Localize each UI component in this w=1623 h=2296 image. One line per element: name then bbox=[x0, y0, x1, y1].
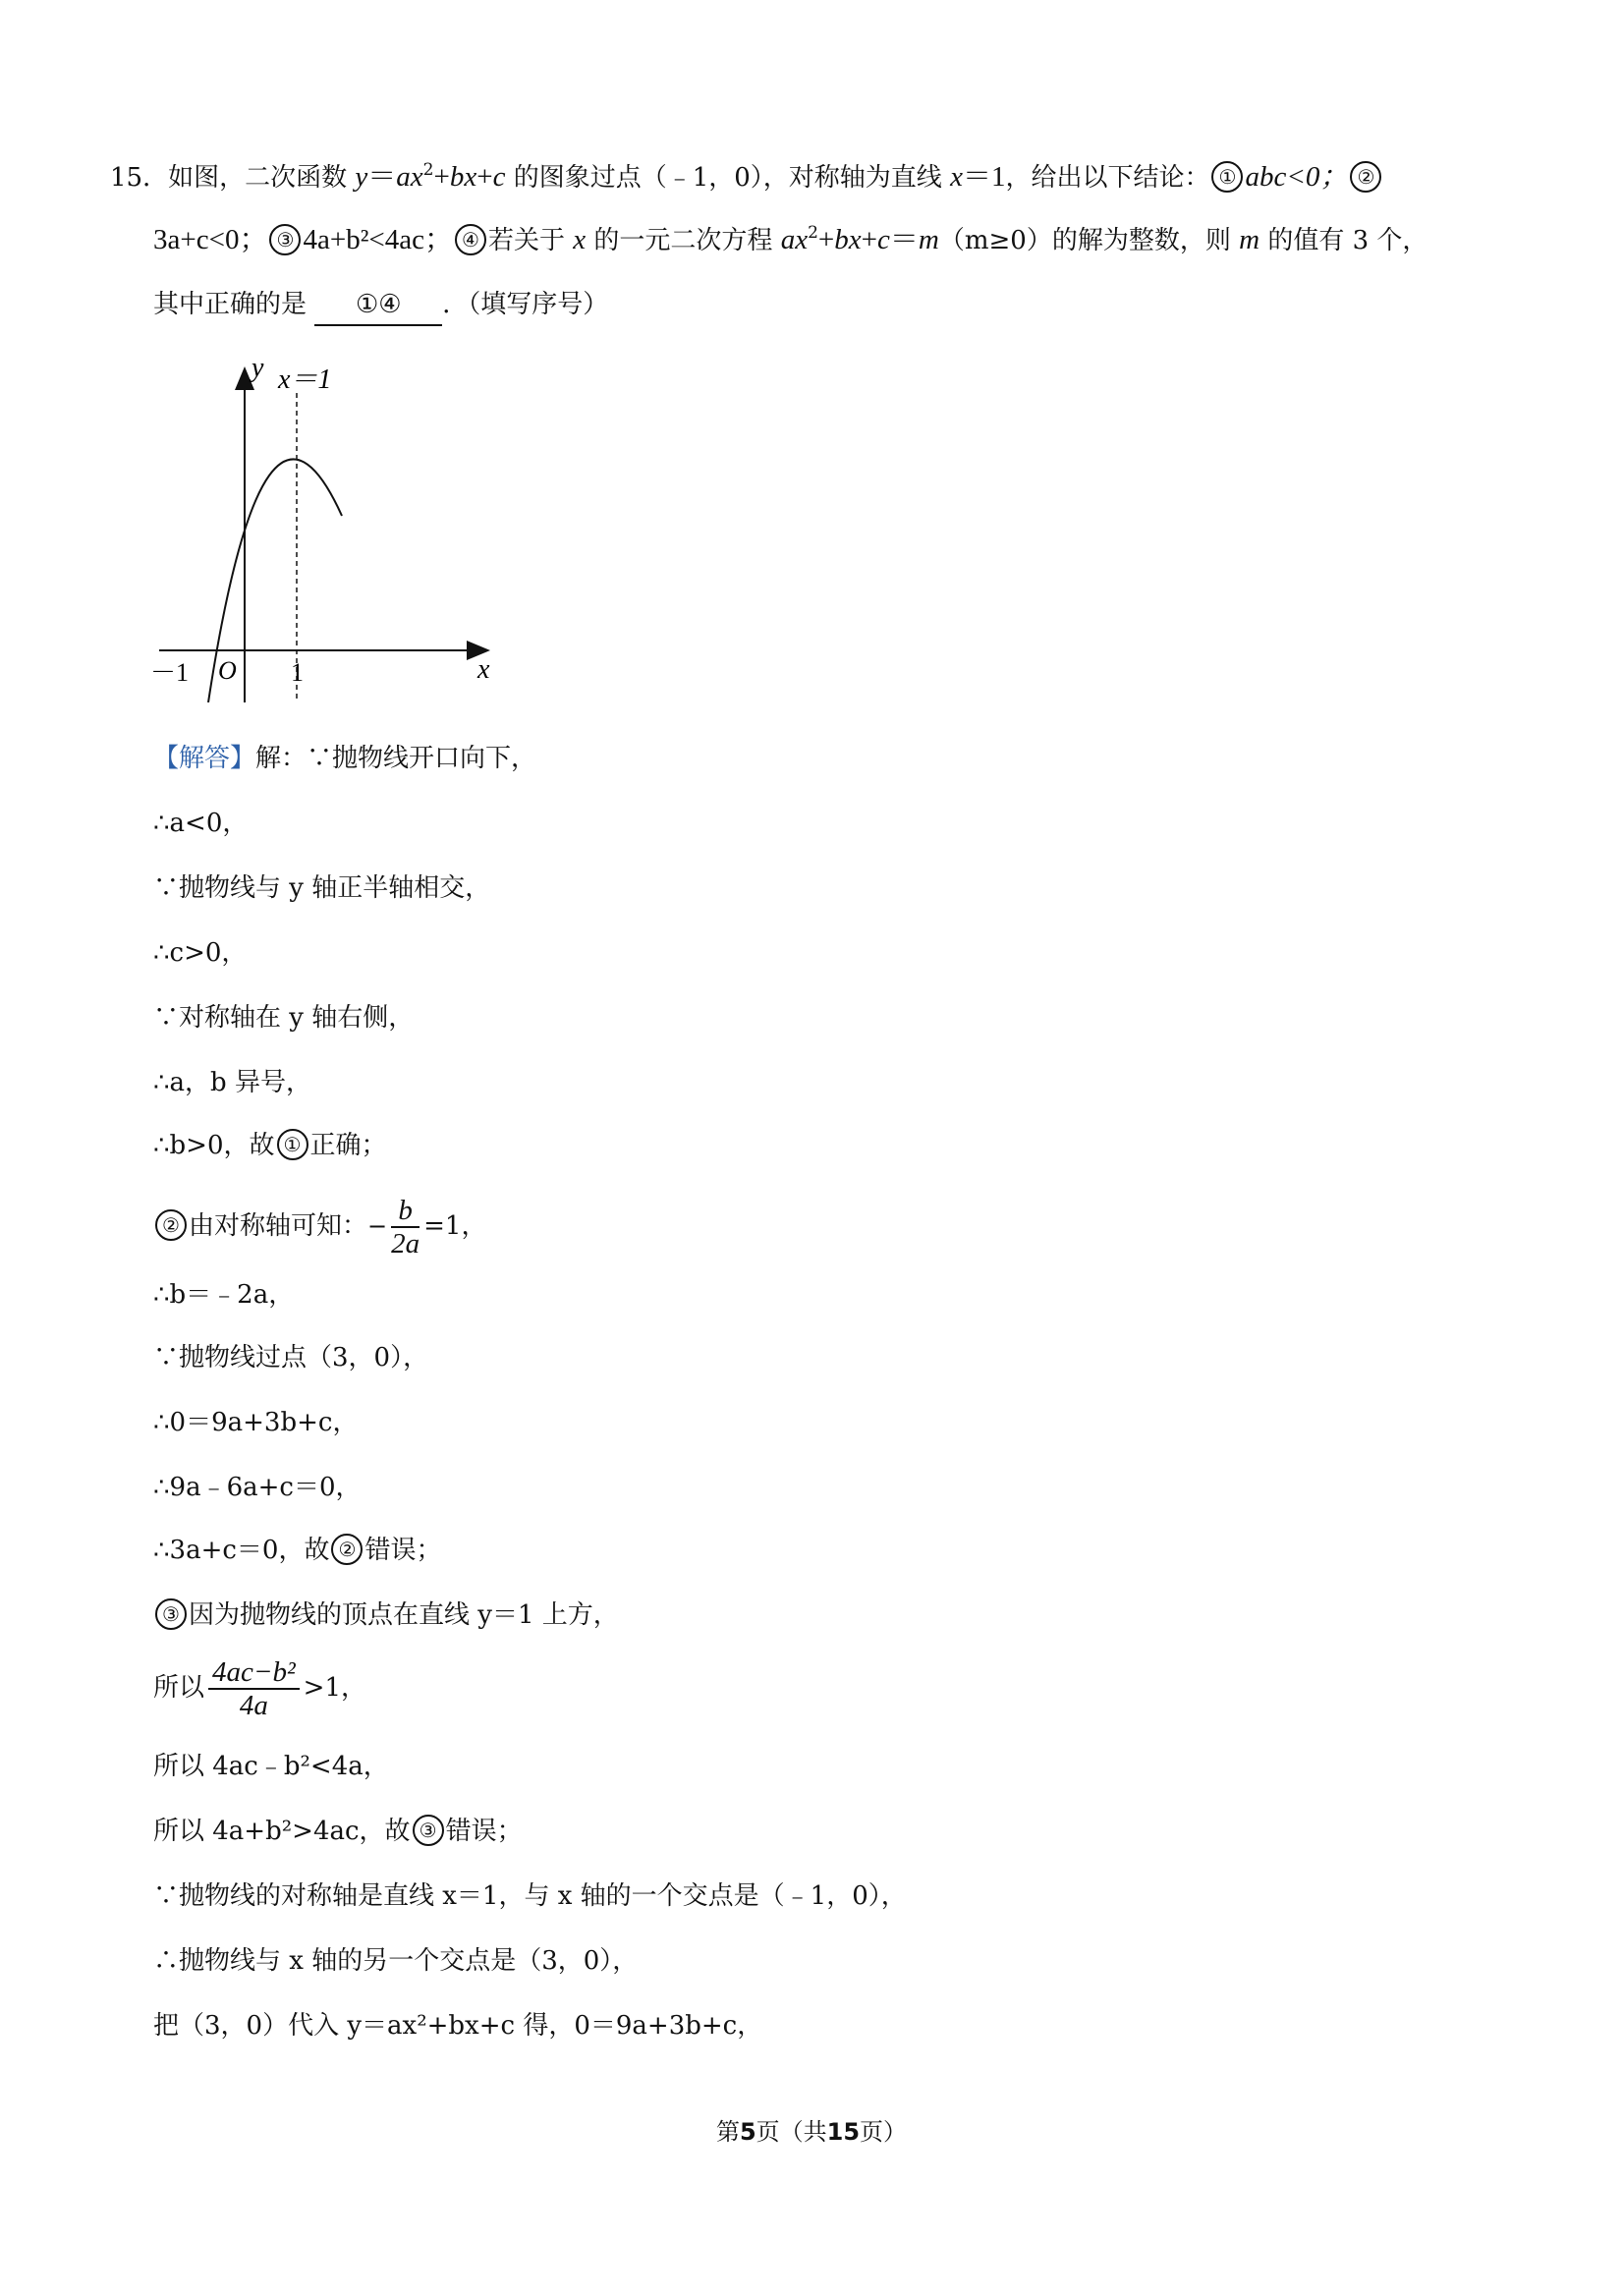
parabola-graph bbox=[147, 349, 501, 702]
origin-label: O bbox=[218, 656, 237, 685]
y-axis-label: y bbox=[252, 353, 264, 383]
solution-line: ∴b＝﹣2a， bbox=[153, 1280, 295, 1310]
circled-4: ④ bbox=[455, 224, 486, 255]
x-axis-label: x bbox=[477, 654, 490, 685]
total-pages: 15 bbox=[826, 2118, 861, 2146]
fraction: $\frac{b}{2a}$ bbox=[391, 1195, 420, 1260]
question-line-1: 15．如图，二次函数 $y=ax^2+bx+c$ 的图象过点（﹣1，0），对称轴为直线 x＝1，给出以下结论： ① abc<0； ② bbox=[110, 157, 1383, 197]
solution-line: 把（3，0）代入 y＝ax²+bx+c 得，0＝9a+3b+c， bbox=[153, 2011, 763, 2041]
solution-line: ∴c>0， bbox=[153, 938, 248, 968]
solution-line: 所以 4a+b²>4ac，故 ③ 错误； bbox=[153, 1817, 523, 1846]
page-number: 5 bbox=[739, 2118, 756, 2146]
solution-line: 所以 4ac﹣b²<4a， bbox=[153, 1752, 389, 1781]
question-line-2: 3a+c<0； ③ 4a+b²<4ac； ④ 若关于 x 的一元二次方程 $ax^2+bx+c=m(m\ge 0)$的解为整数，则 m 的值有 3 个， bbox=[153, 223, 1428, 255]
solution-line: ∴3a+c＝0，故 ② 错误； bbox=[153, 1536, 442, 1565]
solution-line: ∴a，b 异号， bbox=[153, 1068, 311, 1097]
solution-line: ∴9a﹣6a+c＝0， bbox=[153, 1473, 362, 1502]
fraction: $\frac{\text{4ac−b²}}{4a}$ bbox=[208, 1656, 300, 1721]
solution-line: ∵抛物线与 y 轴正半轴相交， bbox=[153, 873, 491, 903]
solution-line: ∴抛物线与 x 轴的另一个交点是（3，0）， bbox=[153, 1946, 639, 1976]
solution-line: 所以 $\frac{\text{4ac−b²}}{4a}$ >1， bbox=[153, 1656, 366, 1721]
page-footer: 第5页（共15页） bbox=[715, 2118, 908, 2146]
solution-line: ∴b>0，故 ① 正确； bbox=[153, 1131, 387, 1160]
solution-line: ② 由对称轴可知：− $\frac{b}{2a}$ =1， bbox=[153, 1195, 486, 1260]
symmetry-axis-label: x＝1 bbox=[278, 364, 332, 395]
solution-line: ③ 因为抛物线的顶点在直线 y＝1 上方， bbox=[153, 1596, 619, 1635]
solution-line: ∵抛物线过点（3，0）， bbox=[153, 1343, 429, 1372]
solution-line: ∵对称轴在 y 轴右侧， bbox=[153, 1003, 415, 1033]
answer-blank: ①④ bbox=[314, 285, 442, 326]
circled-1: ① bbox=[1211, 161, 1243, 193]
circled-2: ② bbox=[1350, 161, 1381, 193]
solution-line: ∴0＝9a+3b+c， bbox=[153, 1408, 359, 1437]
solution-line: ∵抛物线的对称轴是直线 x＝1，与 x 轴的一个交点是（﹣1，0）， bbox=[153, 1881, 907, 1911]
solution-tag: 【解答】 bbox=[153, 744, 256, 773]
question-line-3: 其中正确的是 ①④ ．（填写序号） bbox=[153, 285, 608, 326]
tick-neg1-label: －1 bbox=[150, 658, 190, 687]
circled-3: ③ bbox=[269, 224, 301, 255]
solution-line: ∴a<0， bbox=[153, 809, 249, 838]
solution-intro: 【解答】解：∵抛物线开口向下， bbox=[153, 744, 537, 773]
question-number: 15． bbox=[110, 163, 169, 193]
tick-1-label: 1 bbox=[291, 658, 304, 687]
